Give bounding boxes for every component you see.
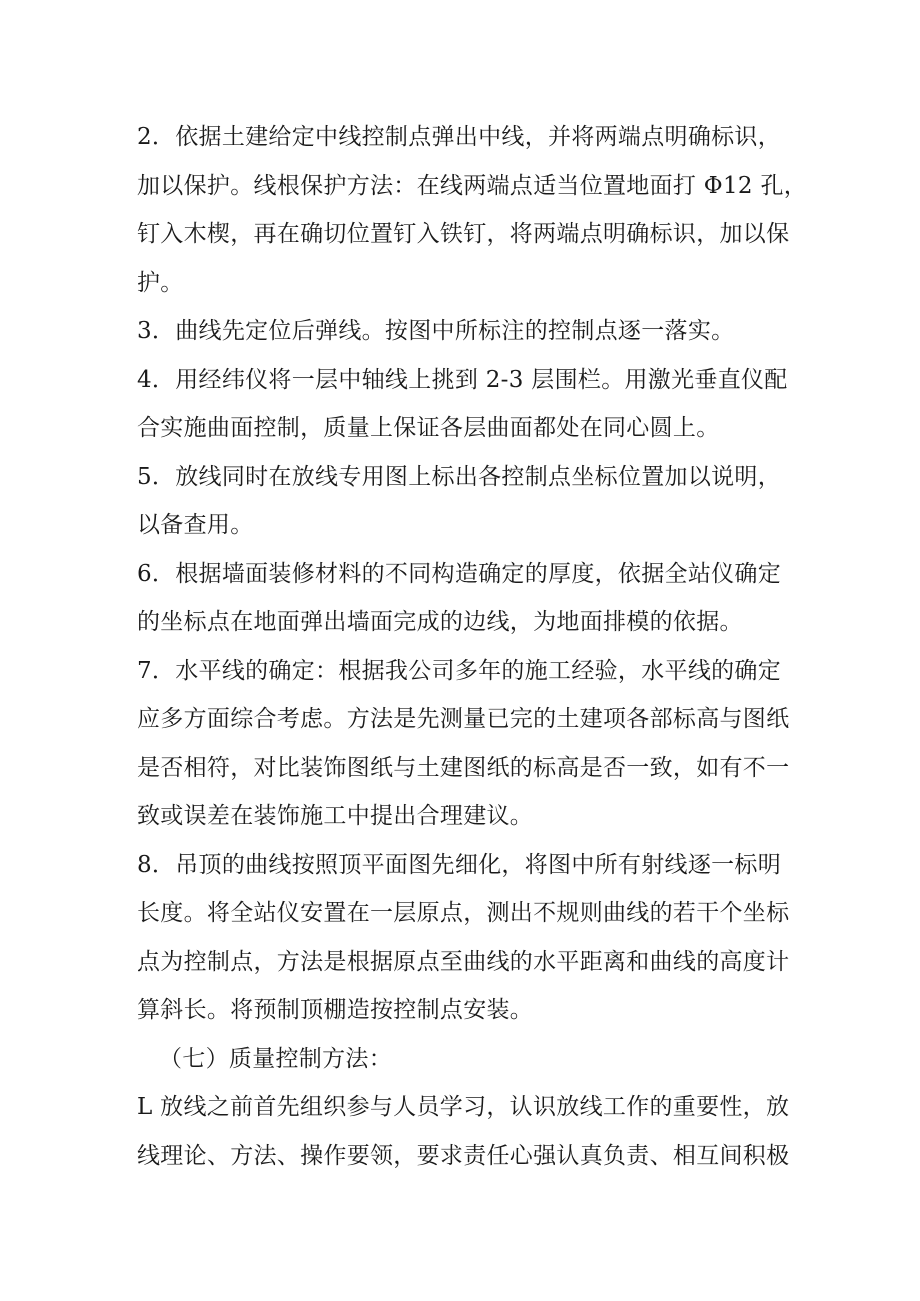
text-line: 的坐标点在地面弹出墙面完成的边线，为地面排模的依据。 [137,609,743,635]
text-line: 3．曲线先定位后弹线。按图中所标注的控制点逐一落实。 [137,318,735,344]
text-line: 合实施曲面控制，质量上保证各层曲面都处在同心圆上。 [137,415,720,441]
text-line: 2．依据土建给定中线控制点弹出中线，并将两端点明确标识， [137,124,782,150]
text-line: 致或误差在装饰施工中提出合理建议。 [137,803,534,829]
text-line: 应多方面综合考虑。方法是先测量已完的土建项各部标高与图纸 [137,706,790,732]
text-line: 7．水平线的确定：根据我公司多年的施工经验，水平线的确定 [137,657,782,684]
text-line: 8．吊顶的曲线按照顶平面图先细化，将图中所有射线逐一标明 [137,851,782,878]
text-line: 线理论、方法、操作要领，要求责任心强认真负责、相互间积极 [137,1142,790,1169]
section-heading: （七）质量控制方法： [159,1045,392,1072]
text-line: 4．用经纬仪将一层中轴线上挑到 2-3 层围栏。用激光垂直仪配 [137,366,788,393]
text-line: L 放线之前首先组织参与人员学习，认识放线工作的重要性，放 [137,1094,790,1120]
text-line: 6．根据墙面装修材料的不同构造确定的厚度，依据全站仪确定 [137,560,782,587]
text-line: 以备查用。 [137,512,254,538]
text-line: 长度。将全站仪安置在一层原点，测出不规则曲线的若干个坐标 [137,900,790,926]
text-line: 钉入木楔，再在确切位置钉入铁钉，将两端点明确标识，加以保 [137,221,790,247]
text-line: 5．放线同时在放线专用图上标出各控制点坐标位置加以说明， [137,463,782,490]
text-line: 是否相符，对比装饰图纸与土建图纸的标高是否一致，如有不一 [137,754,790,781]
text-line: 算斜长。将预制顶棚造按控制点安装。 [137,997,534,1023]
text-line: 加以保护。线根保护方法：在线两端点适当位置地面打 Φ12 孔， [137,172,808,199]
text-line: 护。 [137,269,184,296]
text-line: 点为控制点，方法是根据原点至曲线的水平距离和曲线的高度计 [137,948,790,975]
body-text [137,113,808,1180]
